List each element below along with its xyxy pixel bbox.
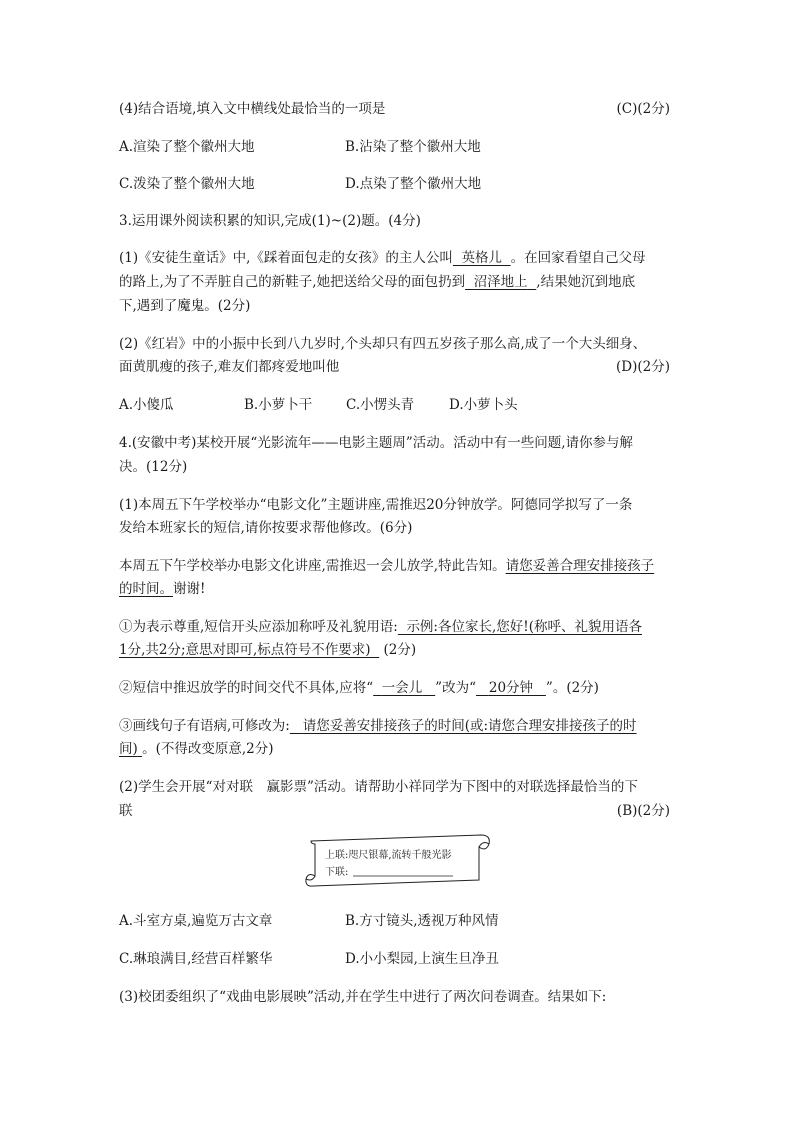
q3-p1-answer1 xyxy=(453,250,511,266)
a1-line1 xyxy=(119,618,642,636)
q4-s2-answer: (B)(2分) xyxy=(616,803,670,819)
a1-text: ①为表示尊重,短信开头应添加称呼及礼貌用语: xyxy=(119,619,398,635)
q4-answer: (C)(2分) xyxy=(616,101,670,117)
q3-p1-line1 xyxy=(119,249,646,267)
q3-p2-line1: (2)《红岩》中的小振中长到八九岁时,个头却只有四五岁孩子那么高,成了一个大头细身、 xyxy=(119,336,647,352)
couplet-scroll-image xyxy=(303,832,493,890)
q3-p1-line2 xyxy=(119,273,635,291)
answer-text: 间) xyxy=(119,741,138,757)
a2-text: ”。(2分) xyxy=(545,680,599,696)
a3-line2 xyxy=(119,740,274,758)
a2-line xyxy=(119,679,599,697)
q4-option-d: D.点染了整个徽州大地 xyxy=(345,176,482,192)
sms-underlined-sentence-end: 的时间。 xyxy=(119,581,173,597)
sms-thanks: 谢谢! xyxy=(173,581,206,597)
q3-p2-option-a: A.小傻瓜 xyxy=(119,397,174,413)
a3-answer-cont xyxy=(119,741,142,757)
q4-stem: (4)结合语境,填入文中横线处最恰当的一项是 xyxy=(119,101,386,117)
a3-text: ③画线句子有语病,可修改为: xyxy=(119,718,290,734)
answer-text: 沼泽地上 xyxy=(473,274,528,290)
q4-option-a: A.渲染了整个徽州大地 xyxy=(119,139,255,155)
q3-p1-line3: 下,遇到了魔鬼。(2分) xyxy=(119,298,251,314)
a2-text: ”改为“ xyxy=(435,680,476,696)
answer-text: 请您妥善安排接孩子的时间(或:请您合理安排接孩子的时 xyxy=(302,718,637,734)
sms-line2 xyxy=(119,580,205,598)
a1-answer-cont xyxy=(119,642,379,658)
q4-s2-line1: (2)学生会开展“对对联 赢影票”活动。请帮助小祥同学为下图中的对联选择最恰当的下 xyxy=(119,779,638,795)
a3-line1 xyxy=(119,717,637,735)
a3-text: 。(不得改变原意,2分) xyxy=(142,741,274,757)
q3-p1-text: (1)《安徒生童话》中,《踩着面包走的女孩》的主人公叫 xyxy=(119,250,453,266)
sms-text: 本周五下午学校举办电影文化讲座,需推迟一会儿放学,特此告知。 xyxy=(119,558,506,574)
q4-option-c: C.泼染了整个徽州大地 xyxy=(119,176,255,192)
q3-p1-text: 。在回家看望自己父母 xyxy=(510,250,646,266)
sms-underlined-sentence: 请您妥善合理安排接孩子 xyxy=(505,558,655,574)
q4-s2-option-b: B.方寸镜头,透视万种风情 xyxy=(345,913,499,929)
answer-text: 英格儿 xyxy=(461,250,503,266)
q3-p1-answer2 xyxy=(465,274,536,290)
q4main-title-line1: 4.(安徽中考)某校开展“光影流年——电影主题周”活动。活动中有一些问题,请你参与解 xyxy=(119,435,634,451)
q3-p1-text: ,结果她沉到地底 xyxy=(536,274,636,290)
q4-s2-line2: 联 xyxy=(119,803,133,819)
a2-answer1 xyxy=(373,680,435,696)
scroll-lower-couplet-label: 下联: xyxy=(325,867,349,878)
q4-s3-line: (3)校团委组织了“戏曲电影展映”活动,并在学生中进行了两次问卷调查。结果如下: xyxy=(119,989,607,1005)
scroll-upper-couplet: 上联:咫尺银幕,流转千般光影 xyxy=(325,850,452,861)
answer-text: 一会儿 xyxy=(381,680,423,696)
q3-p2-option-c: C.小愣头青 xyxy=(346,397,415,413)
q4-s2-option-c: C.琳琅满目,经营百样繁华 xyxy=(119,951,273,967)
sms-line1 xyxy=(119,557,654,575)
q3-p2-option-d: D.小萝卜头 xyxy=(449,397,518,413)
q4-option-b: B.沾染了整个徽州大地 xyxy=(345,139,481,155)
a1-points: (2分) xyxy=(383,642,417,658)
a2-answer2 xyxy=(476,680,546,696)
q3-p1-text: 的路上,为了不弄脏自己的新鞋子,她把送给父母的面包扔到 xyxy=(119,274,466,290)
a2-text: ②短信中推迟放学的时间交代不具体,应将“ xyxy=(119,680,374,696)
q3-p2-line2: 面黄肌瘦的孩子,难友们都疼爱地叫他 xyxy=(119,359,340,375)
a3-answer xyxy=(290,718,637,734)
q3-p2-option-b: B.小萝卜干 xyxy=(244,397,313,413)
q4-s1-line2: 发给本班家长的短信,请你按要求帮他修改。(6分) xyxy=(119,520,413,536)
answer-text: 20分钟 xyxy=(488,680,534,696)
answer-text: 示例:各位家长,您好!(称呼、礼貌用语各 xyxy=(406,619,642,635)
q4main-title-line2: 决。(12分) xyxy=(119,459,188,475)
q4-s2-option-d: D.小小梨园,上演生旦净丑 xyxy=(345,951,499,967)
q3-title: 3.运用课外阅读积累的知识,完成(1)~(2)题。(4分) xyxy=(119,213,421,229)
q4-s1-line1: (1)本周五下午学校举办“电影文化”主题讲座,需推迟20分钟放学。阿德同学拟写了一条 xyxy=(119,497,633,513)
q4-s2-option-a: A.斗室方桌,遍览万古文章 xyxy=(119,913,273,929)
a1-line2 xyxy=(119,641,416,659)
answer-text: 1分,共2分;意思对即可,标点符号不作要求) xyxy=(119,642,371,658)
a1-answer xyxy=(398,619,642,635)
q3-p2-answer: (D)(2分) xyxy=(616,359,670,375)
